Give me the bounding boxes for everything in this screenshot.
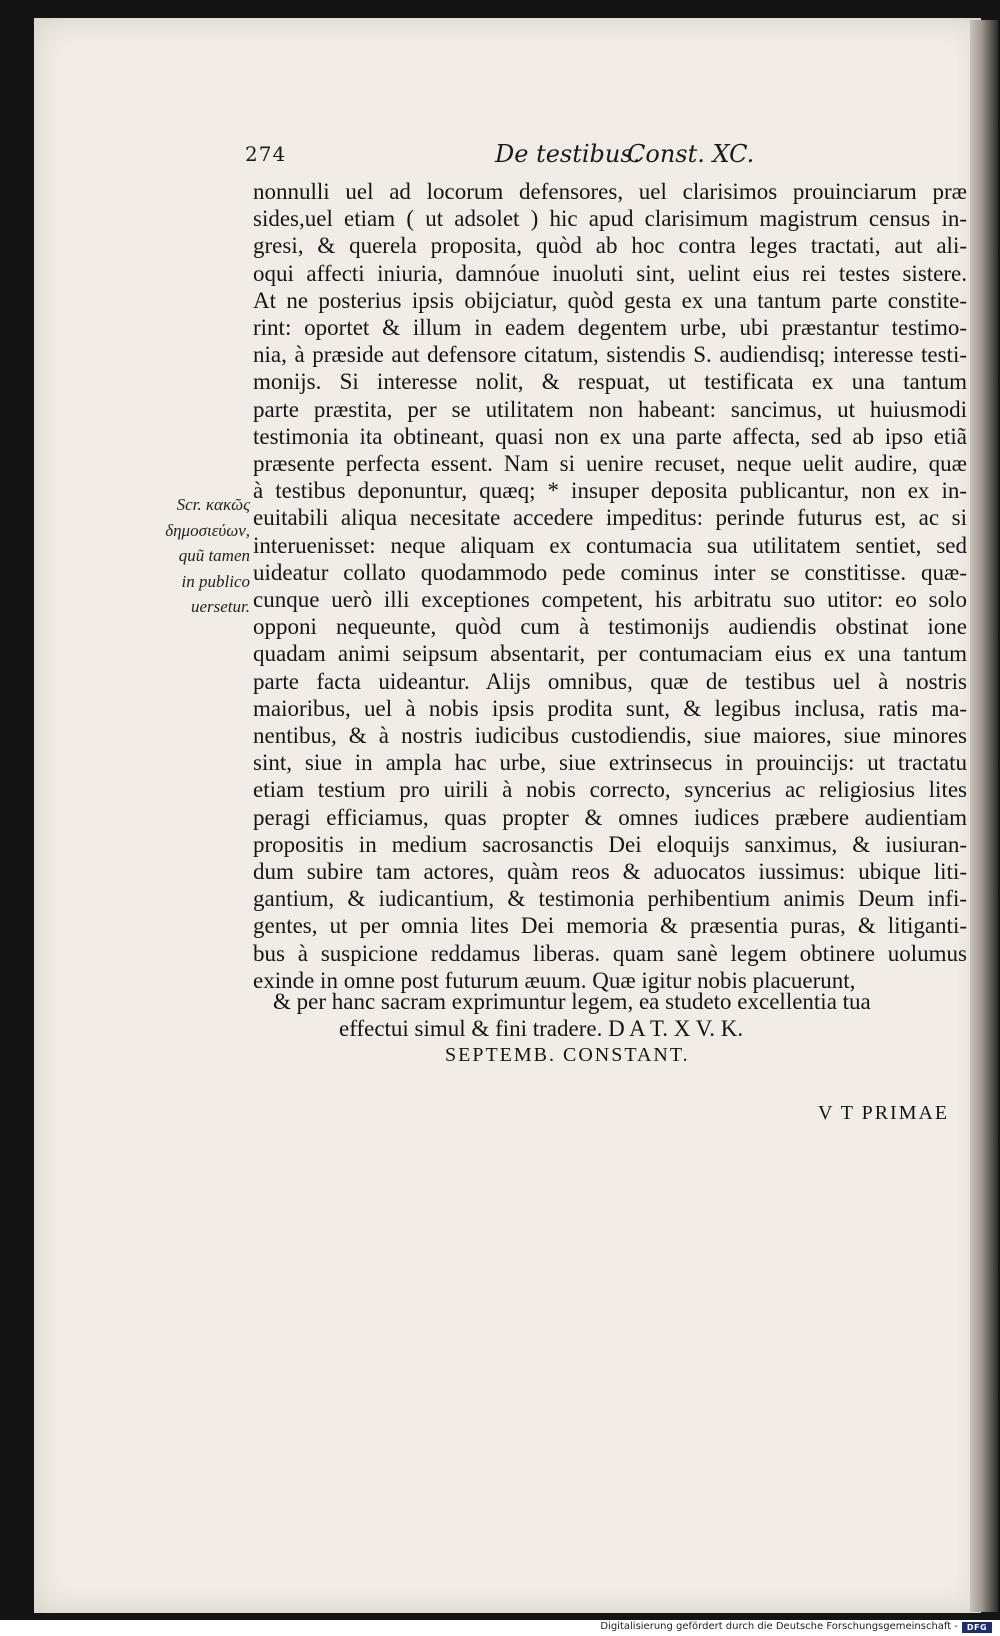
- text-line: parte præstita, per se utilitatem non habeant: sancimus, ut huiusmodi: [253, 396, 967, 422]
- closing-formula: [253, 988, 967, 1070]
- text-line: maioribus, uel à nobis ipsis prodita sunt, & legibus inclusa, ratis ma-: [253, 695, 967, 721]
- constitution-number: Const. XC.: [627, 140, 755, 168]
- text-line: testimonia ita obtineant, quasi non ex una parte affecta, sed ab ipso etiã: [253, 423, 967, 449]
- text-line: opponi nequeunte, quòd cum à testimonijs audiendis obstinat ione: [253, 614, 967, 640]
- closing-line: effectui simul & fini tradere. D A T. X V. K.: [339, 1016, 744, 1042]
- margin-note-line: uersetur.: [190, 597, 250, 616]
- text-line: bus à suspicione reddamus liberas. quam sanè legem obtinere uolumus: [253, 940, 967, 966]
- text-line: sint, siue in ampla hac urbe, siue extrinsecus in prouincijs: ut tractatu: [253, 750, 967, 776]
- text-line: At ne posterius ipsis obijciatur, quòd gesta ex una tantum parte constite-: [253, 287, 967, 313]
- text-line: nentibus, & à nostris iudicibus custodiendis, siue maiores, siue minores: [253, 723, 967, 749]
- page-number: 274: [245, 142, 287, 166]
- text-line: cunque uerò illi exceptiones competent, his arbitratu suo utitor: eo solo: [253, 587, 967, 613]
- closing-line: & per hanc sacram exprimuntur legem, ea studeto excellentia tua: [273, 989, 871, 1014]
- text-line: dum subire tam actores, quàm reos & aduocatos iussimus: ubique liti-: [253, 859, 967, 885]
- text-line: euitabili aliqua necesitate accedere impeditus: perinde futurus est, ac si: [253, 505, 967, 531]
- page-edge: [970, 20, 998, 1612]
- text-line: gantium, & iudicantium, & testimonia perhibentium animis Deum infi-: [253, 886, 967, 912]
- text-line: propositis in medium sacrosanctis Dei eloquijs sanximus, & iusiuran-: [253, 831, 967, 857]
- running-head: [245, 140, 965, 180]
- text-line: gentes, ut per omnia lites Dei memoria & præsentia puras, & litiganti-: [253, 913, 967, 939]
- text-line: quadam animi seipsum absentarit, per contumaciam eius ex una tantum: [253, 641, 967, 667]
- margin-note-line: quũ tamen: [178, 546, 250, 565]
- running-title: De testibus.: [495, 140, 641, 168]
- text-line: peragi efficiamus, quas propter & omnes iudices præbere audientiam: [253, 804, 967, 830]
- text-line: gresi, & querela proposita, quòd ab hoc contra leges tractati, aut ali-: [253, 233, 967, 259]
- text-line: parte facta uideantur. Alijs omnibus, quæ de testibus uel à nostris: [253, 668, 967, 694]
- text-line: nonnulli uel ad locorum defensores, uel clarisimos prouinciarum præ: [253, 179, 967, 204]
- text-line: interuenisset: neque aliquam ex contumacia sua utilitatem sentiet, sed: [253, 532, 967, 558]
- dfg-logo: DFG: [962, 1622, 992, 1633]
- text-line: monijs. Si interesse nolit, & respuat, ut testificata ex una tantum: [253, 369, 967, 395]
- text-line: nia, à præside aut defensore citatum, sistendis S. audiendisq; interesse testi-: [253, 342, 967, 368]
- text-line: exinde in omne post futurum æuum. Quæ igitur nobis placuerunt,: [253, 967, 856, 993]
- text-line: sides,uel etiam ( ut adsolet ) hic apud clarisimum magistrum census in-: [253, 206, 967, 232]
- main-text-block: [253, 178, 967, 994]
- catchword: V T PRIMAE: [818, 1102, 950, 1124]
- digitization-footer: [0, 1620, 1000, 1636]
- text-line: præsente perfecta essent. Nam si uenire recuset, neque uelit audire, quæ: [253, 451, 967, 477]
- margin-note-line: Scr. κακῶς: [176, 495, 250, 514]
- margin-note-line: δημοσιεύων,: [165, 520, 250, 540]
- margin-note-line: in publico: [181, 571, 250, 591]
- text-line: etiam testium pro uirili à nobis correcto, syncerius ac religiosius lites: [253, 777, 967, 803]
- funding-notice: Digitalisierung gefördert durch die Deutsche Forschungsgemeinschaft -: [600, 1621, 958, 1632]
- text-line: oqui affecti iniuria, damnóue inuoluti sint, uelint eius rei testes sistere.: [253, 260, 967, 286]
- marginal-note: [140, 492, 250, 620]
- text-line: à testibus deponuntur, quæq; * insuper deposita publicantur, non ex in-: [253, 478, 967, 504]
- closing-line: SEPTEMB. CONSTANT.: [445, 1044, 690, 1067]
- text-line: rint: oportet & illum in eadem degentem urbe, ubi præstantur testimo-: [253, 315, 967, 341]
- text-line: uideatur collato quodammodo pede cominus inter se constitisse. quæ-: [253, 559, 967, 585]
